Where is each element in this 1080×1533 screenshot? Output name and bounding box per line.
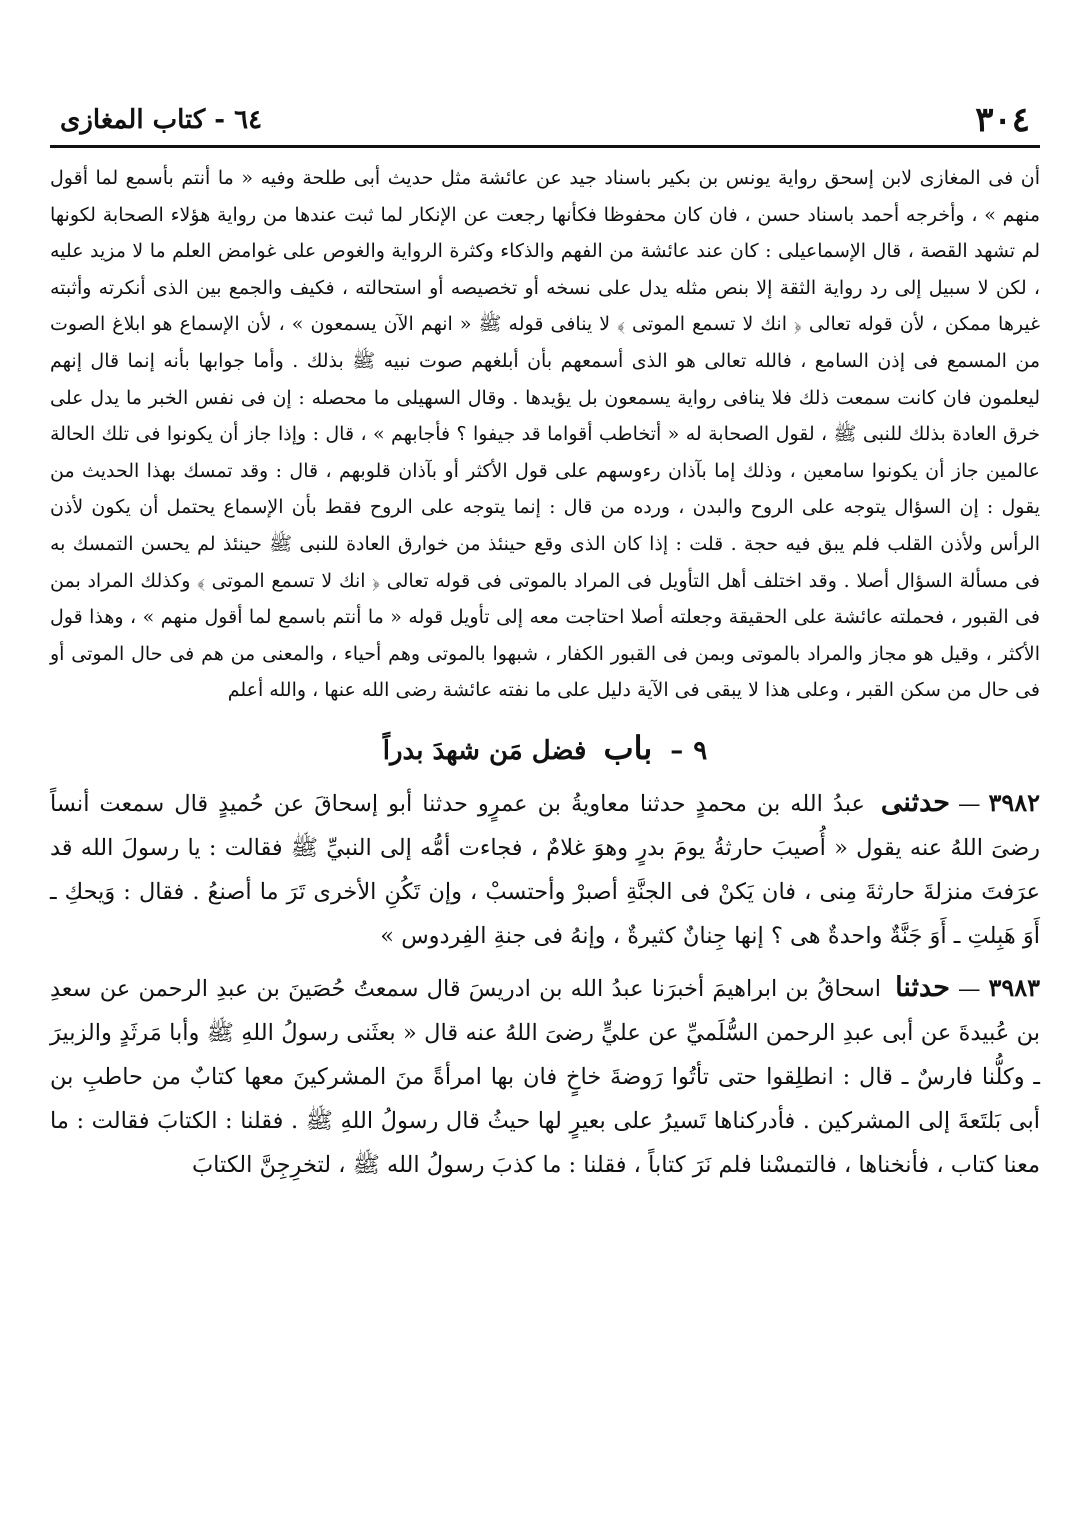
chapter-number: ٩ (693, 735, 708, 766)
hadith-number: ٣٩٨٣ (988, 972, 1040, 1002)
hadith-opener: حدثنا (895, 971, 950, 1003)
hadith-dash: — (957, 790, 981, 817)
hadith-text: عبدُ الله بن محمدٍ حدثنا معاويةُ بن عمرٍو حدثنا أبو إسحاقَ عن حُميدٍ قال سمعت أنساً رضىَ اللهُ عنه يقول « أُصيبَ حارثةُ يومَ بدرٍ وهوَ غلامٌ ، فجاءت أمُّه إلى النبيِّ ﷺ فقالت : يا رسولَ الله قد عرَفتَ منزلةَ حارثةَ مِنى ، فان يَكنْ فى الجنَّةِ أصبرْ وأحتسبْ ، وإن تَكُنِ الأخرى تَرَ ما أصنعُ . فقال : وَيحكِ ـ أَوَ هَبِلتِ ـ أَوَ جَنَّةٌ واحدةٌ هى ؟ إنها جِنانٌ كثيرةٌ ، وإنهُ فى جنةِ الفِردوس » (50, 790, 1040, 949)
running-title: ٦٤ - كتاب المغازى (60, 105, 263, 135)
hadith-entry (50, 781, 1040, 958)
commentary-paragraph: أن فى المغازى لابن إسحق رواية يونس بن بكير باسناد جيد عن عائشة مثل حديث أبى طلحة وفيه « ما أنتم بأسمع لما أقول منهم » ، وأخرجه أحمد باسناد حسن ، فان كان محفوظا فكأنها رجعت عن الإنكار لما ثبت عندها من رواية هؤلاء الصحابة لكونها لم تشهد القصة ، قال الإسماعيلى : كان عند عائشة من الفهم والذكاء وكثرة الرواية والغوص على غوامض العلم ما لا مزيد عليه ، لكن لا سبيل إلى رد رواية الثقة إلا بنص مثله يدل على نسخه أو تخصيصه أو استحالته ، فكيف والجمع بين الذى أنكرته وأثبته غيرها ممكن ، لأن قوله تعالى ﴿ انك لا تسمع الموتى ﴾ لا ينافى قوله ﷺ « انهم الآن يسمعون » ، لأن الإسماع هو ابلاغ الصوت من المسمع فى إذن السامع ، فالله تعالى هو الذى أسمعهم بأن أبلغهم صوت نبيه ﷺ بذلك . وأما جوابها بأنه إنما قال إنهم ليعلمون فان كانت سمعت ذلك فلا ينافى رواية يسمعون بل يؤيدها . وقال السهيلى ما محصله : إن فى نفس الخبر ما يدل على خرق العادة بذلك للنبى ﷺ ، لقول الصحابة له « أتخاطب أقواما قد جيفوا ؟ فأجابهم » ، قال : وإذا جاز أن يكونوا فى تلك الحالة عالمين جاز أن يكونوا سامعين ، وذلك إما بآذان رءوسهم على قول الأكثر أو بآذان قلوبهم ، قال : وقد تمسك بهذا الحديث من يقول : إن السؤال يتوجه على الروح والبدن ، ورده من قال : إنما يتوجه على الروح فقط بأن الإسماع يحتمل أن يكون لأذن الرأس ولأذن القلب فلم يبق فيه حجة . قلت : إذا كان الذى وقع حينئذ من خوارق العادة للنبى ﷺ حينئذ لم يحسن التمسك به فى مسألة السؤال أصلا . وقد اختلف أهل التأويل فى المراد بالموتى فى قوله تعالى ﴿ انك لا تسمع الموتى ﴾ وكذلك المراد بمن فى القبور ، فحملته عائشة على الحقيقة وجعلته أصلا احتاجت معه إلى تأويل قوله « ما أنتم باسمع لما أقول منهم » ، وهذا قول الأكثر ، وقيل هو مجاز والمراد بالموتى وبمن فى القبور الكفار ، شبهوا بالموتى وهم أحياء ، والمعنى من هم فى حال الموتى أو فى حال من سكن القبر ، وعلى هذا لا يبقى فى الآية دليل على ما نفته عائشة رضى الله عنها ، والله أعلم (50, 167, 1041, 702)
commentary-block (50, 160, 1040, 709)
hadith-number: ٣٩٨٢ (988, 787, 1041, 817)
book-page (50, 96, 1040, 1516)
hadith-entry (50, 966, 1040, 1187)
header-rule (50, 145, 1040, 148)
hadith-opener: حدثنى (880, 786, 950, 818)
page-number: ٣٠٤ (975, 100, 1030, 140)
chapter-separator: – (670, 735, 684, 766)
chapter-label: باب (603, 728, 653, 767)
hadith-dash: — (957, 975, 981, 1002)
chapter-title: فضل مَن شهدَ بدراً (382, 735, 587, 766)
page-header (50, 96, 1040, 144)
chapter-heading (50, 729, 1040, 767)
hadith-text: اسحاقُ بن ابراهيمَ أخبرَنا عبدُ الله بن ادريسَ قال سمعتُ حُصَينَ بن عبدِ الرحمن عن سعدِ بن عُبيدةَ عن أبى عبدِ الرحمن السُّلَميِّ عن عليٍّ رضىَ اللهُ عنه قال « بعثَنى رسولُ اللهِ ﷺ وأبا مَرثَدٍ والزبيرَ ـ وكلُّنا فارسٌ ـ قال : انطلِقوا حتى تأتُوا رَوضةَ خاخٍ فان بها امرأةً منَ المشركينَ معها كتابٌ من حاطبِ بن أبى بَلتَعةَ إلى المشركين . فأدركناها تَسيرُ على بعيرٍ لها حيثُ قال رسولُ اللهِ ﷺ . فقلنا : الكتابَ فقالت : ما معنا كتاب ، فأنخناها ، فالتمسْنا فلم نَرَ كتاباً ، فقلنا : ما كذبَ رسولُ الله ﷺ ، لتخرِجِنَّ الكتابَ (50, 975, 1040, 1178)
